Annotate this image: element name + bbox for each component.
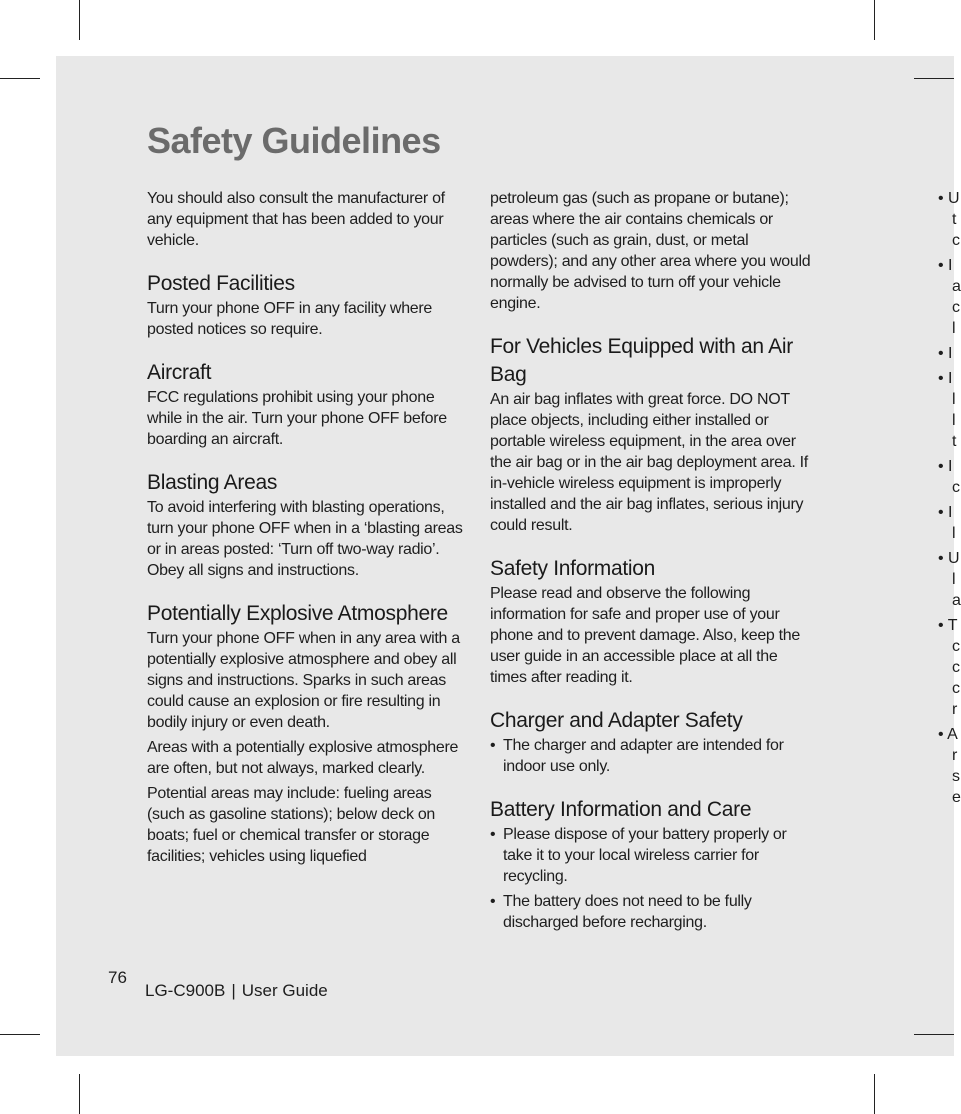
continued-text: petroleum gas (such as propane or butane); areas where the air contains chemicals or particles (such as grain, dust, or metal powders); and any other area where you would normally be advised to turn off your vehicle engine. [490,190,811,312]
fragment-line: l [952,571,956,588]
crop-mark-top-right-vertical [874,0,875,40]
fragment-line: c [952,232,960,249]
fragment-line: a [952,592,961,609]
blasting-areas-text: To avoid interfering with blasting operations, turn your phone OFF when in a ‘blasting areas or in areas posted: ‘Turn off two-way radio’. Obey all signs and instructions. [147,499,463,579]
fragment-bullet: • I [938,370,953,387]
column-left [147,188,467,867]
aircraft-text: FCC regulations prohibit using your phone while in the air. Turn your phone OFF before boarding an aircraft. [147,389,447,448]
explosive-text-2: Areas with a potentially explosive atmosphere are often, but not always, marked clearly. [147,739,459,777]
explosive-text-3: Potential areas may include: fueling areas (such as gasoline stations); below deck on boats; fuel or chemical transfer or storage facilities; vehicles using liquefied [147,785,436,865]
fragment-line: c [952,479,960,496]
footer-model: LG-C900B [145,981,226,1000]
heading-battery-care: Battery Information and Care [490,798,752,821]
crop-mark-bottom-left-horizontal [0,1034,40,1035]
fragment-line: c [952,680,960,697]
fragment-bullet: • A [938,726,958,743]
crop-mark-bottom-left-vertical [79,1074,80,1114]
column-right-cutoff [938,188,961,808]
heading-aircraft: Aircraft [147,361,212,384]
list-item: • Please dispose of your battery properly or take it to your local wireless carrier for recycling. [490,824,812,887]
crop-mark-top-right-horizontal [914,78,954,79]
heading-blasting-areas: Blasting Areas [147,471,278,494]
fragment-line: e [952,789,961,806]
fragment-bullet: • I [938,257,953,274]
heading-explosive-atmosphere: Potentially Explosive Atmosphere [147,602,448,625]
fragment-line: r [952,701,958,718]
fragment-line: l [952,320,956,337]
fragment-line: l [952,525,956,542]
fragment-bullet: • T [938,617,958,634]
charger-bullet-list [490,735,812,777]
fragment-bullet: • U [938,190,960,207]
fragment-line: c [952,299,960,316]
footer-label [145,981,328,1001]
heading-safety-information: Safety Information [490,557,656,580]
fragment-line: l [952,412,956,429]
crop-mark-bottom-right-horizontal [914,1034,954,1035]
posted-facilities-text: Turn your phone OFF in any facility where posted notices so require. [147,300,433,338]
fragment-line: a [952,278,961,295]
safety-information-text: Please read and observe the following information for safe and proper use of your phone and to prevent damage. Also, keep the user guide in an accessible place at all the times after reading it. [490,585,801,686]
intro-text: You should also consult the manufacturer of any equipment that has been added to your vehicle. [147,190,445,249]
fragment-bullet: • I [938,345,953,362]
list-item: • The battery does not need to be fully discharged before recharging. [490,891,812,933]
heading-air-bag: For Vehicles Equipped with an Air Bag [490,335,793,386]
page-number: 76 [108,968,127,987]
air-bag-text: An air bag inflates with great force. DO NOT place objects, including either installed or portable wireless equipment, in the area over the air bag or in the air bag deployment area. If in-vehicle wireless equipment is improperly installed and the air bag inflates, serious injury could result. [490,391,808,534]
fragment-line: t [952,211,957,228]
crop-mark-top-left-vertical [79,0,80,40]
fragment-bullet: • U [938,550,960,567]
fragment-line: s [952,768,960,785]
fragment-line: t [952,433,957,450]
crop-mark-top-left-horizontal [0,78,40,79]
footer-guide: User Guide [241,981,328,1000]
list-item: • The charger and adapter are intended for indoor use only. [490,735,812,777]
page-title: Safety Guidelines [147,120,441,161]
explosive-text-1: Turn your phone OFF when in any area with a potentially explosive atmosphere and obey all signs and instructions. Sparks in such areas could cause an explosion or fire resulting in bodily injury or even death. [147,630,460,731]
footer-separator: | [231,981,236,1000]
heading-charger-safety: Charger and Adapter Safety [490,709,743,732]
fragment-bullet: • I [938,458,953,475]
crop-mark-bottom-right-vertical [874,1074,875,1114]
heading-posted-facilities: Posted Facilities [147,272,295,295]
fragment-line: c [952,659,960,676]
battery-bullet-list [490,824,812,933]
fragment-line: r [952,747,958,764]
fragment-line: c [952,638,960,655]
column-middle [490,188,812,933]
fragment-bullet: • I [938,504,953,521]
fragment-line: l [952,391,956,408]
